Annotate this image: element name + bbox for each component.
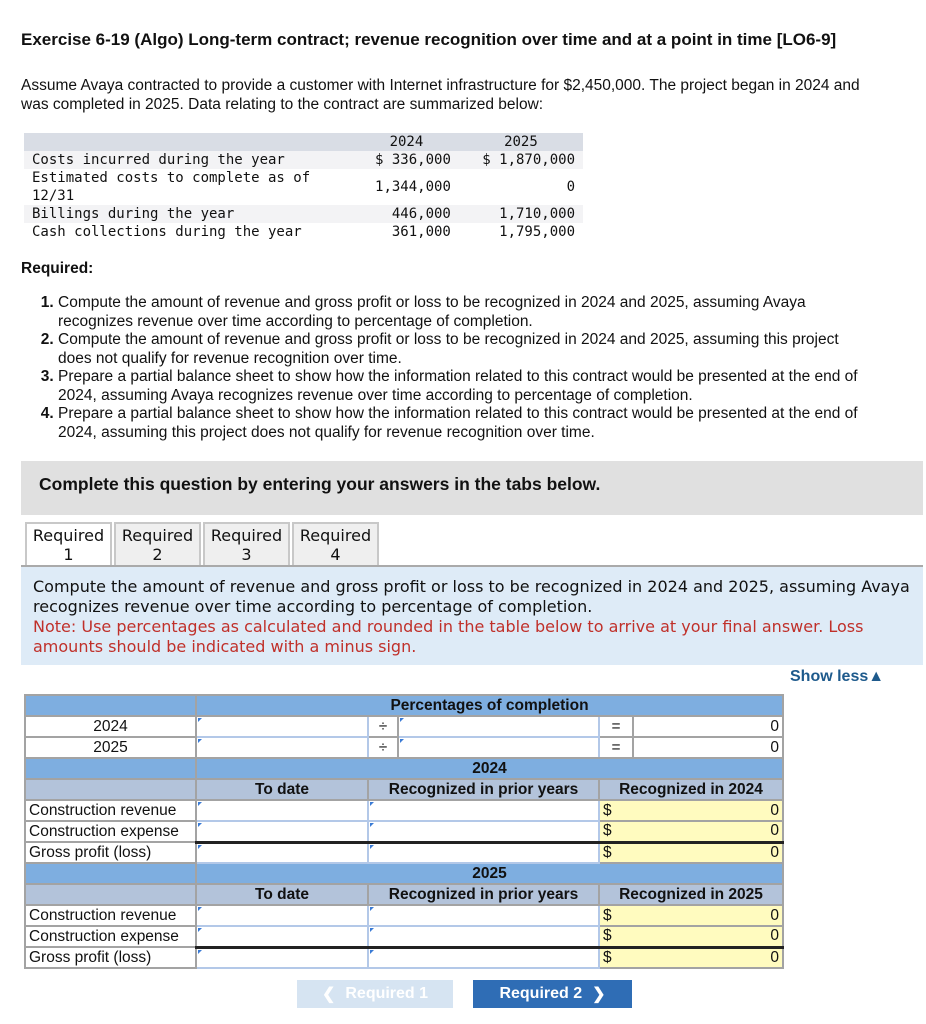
table-row <box>25 821 783 842</box>
computed-value: 0 <box>770 906 779 924</box>
tab-required-3[interactable] <box>203 522 290 566</box>
costs-to-date-input[interactable] <box>196 737 368 758</box>
col-prior: Recognized in prior years <box>368 884 599 905</box>
to-date-input[interactable] <box>196 800 368 821</box>
exercise-title: Exercise 6-19 (Algo) Long-term contract; revenue recognition over time and at a point in time [LO6-9] <box>21 30 837 49</box>
cell: $ 336,000 <box>354 151 459 169</box>
tab-label: Required <box>121 526 194 545</box>
dollar-sign: $ <box>603 822 612 840</box>
tab-required-1[interactable] <box>25 522 112 566</box>
to-date-input[interactable] <box>196 905 368 926</box>
row-label: Estimated costs to complete as of 12/31 <box>24 169 354 205</box>
tab-bar <box>25 522 379 566</box>
prior-years-input[interactable] <box>368 926 599 947</box>
equals-sign: = <box>599 716 633 737</box>
dollar-sign: $ <box>603 927 612 945</box>
dollar-sign: $ <box>603 843 612 861</box>
equals-sign: = <box>599 737 633 758</box>
instruction-text: Compute the amount of revenue and gross profit or loss to be recognized in 2024 and 2025, assuming Avaya recognizes revenue over time according to percentage of completion. <box>33 577 910 616</box>
pct-result: 0 <box>770 738 779 756</box>
cell: $ 1,870,000 <box>459 151 583 169</box>
tab-number: 3 <box>241 545 252 564</box>
prior-years-input[interactable] <box>368 842 599 863</box>
dollar-sign: $ <box>603 948 612 966</box>
computed-value: 0 <box>770 822 779 840</box>
prev-label: Required 1 <box>345 985 429 1002</box>
requirement-item: 1. Compute the amount of revenue and gross profit or loss to be recognized in 2024 and 2025, assuming Avaya recognizes revenue over time according to percentage of completion. <box>58 294 858 331</box>
intro-text: Assume Avaya contracted to provide a customer with Internet infrastructure for $2,450,000. The project began in 2024 and was completed in 2025. Data relating to the contract are summarized below: <box>21 77 860 113</box>
cell: 446,000 <box>354 205 459 223</box>
tab-number: 2 <box>152 545 163 564</box>
to-date-input[interactable] <box>196 842 368 863</box>
col-2025: 2025 <box>459 133 583 151</box>
row-label: Construction revenue <box>25 800 196 821</box>
col-to-date: To date <box>196 779 368 800</box>
table-row <box>24 223 583 241</box>
col-current: Recognized in 2024 <box>599 779 783 800</box>
col-current: Recognized in 2025 <box>599 884 783 905</box>
to-date-input[interactable] <box>196 926 368 947</box>
row-label: Gross profit (loss) <box>25 842 196 863</box>
tab-number: 1 <box>63 545 74 564</box>
show-less-link[interactable]: Show less▲ <box>790 668 885 685</box>
computed-value: 0 <box>770 948 779 966</box>
table-row <box>25 947 783 968</box>
divide-sign: ÷ <box>368 716 398 737</box>
table-row <box>25 905 783 926</box>
answer-table-2024 <box>24 757 784 969</box>
tab-required-4[interactable] <box>292 522 379 566</box>
table-row <box>25 800 783 821</box>
table-row <box>24 205 583 223</box>
answer-table <box>24 694 784 759</box>
cell: 1,710,000 <box>459 205 583 223</box>
computed-value: 0 <box>770 801 779 819</box>
table-row <box>24 169 583 205</box>
col-2024: 2024 <box>354 133 459 151</box>
row-label: Costs incurred during the year <box>24 151 354 169</box>
prior-years-input[interactable] <box>368 905 599 926</box>
to-date-input[interactable] <box>196 947 368 968</box>
table-row <box>25 926 783 947</box>
prior-years-input[interactable] <box>368 947 599 968</box>
tab-instructions <box>21 567 923 665</box>
tab-required-2[interactable] <box>114 522 201 566</box>
cell: 1,344,000 <box>354 169 459 205</box>
costs-to-date-input[interactable] <box>196 716 368 737</box>
row-label: 2024 <box>25 716 196 737</box>
chevron-left-icon: ❮ <box>321 986 336 1003</box>
row-label: Construction expense <box>25 926 196 947</box>
required-heading: Required: <box>21 260 94 277</box>
row-label: Billings during the year <box>24 205 354 223</box>
section-year: 2024 <box>196 758 783 779</box>
computed-value: 0 <box>770 927 779 945</box>
table-row <box>25 842 783 863</box>
requirement-item: 2. Compute the amount of revenue and gross profit or loss to be recognized in 2024 and 2025, assuming this project does not qualify for revenue recognition over time. <box>58 331 858 368</box>
cell: 1,795,000 <box>459 223 583 241</box>
chevron-right-icon: ❯ <box>592 986 606 1003</box>
row-label: Gross profit (loss) <box>25 947 196 968</box>
pct-header: Percentages of completion <box>196 695 783 716</box>
tab-label: Required <box>32 526 105 545</box>
contract-data-table <box>24 133 583 241</box>
table-row <box>24 151 583 169</box>
prev-required-button[interactable] <box>297 980 453 1008</box>
prior-years-input[interactable] <box>368 800 599 821</box>
total-estimated-costs-input[interactable] <box>398 716 599 737</box>
requirement-item: 4. Prepare a partial balance sheet to show how the information related to this contract would be presented at the end of 2024, assuming this project does not qualify for revenue recognition over time. <box>58 405 858 442</box>
row-label: Construction revenue <box>25 905 196 926</box>
tab-label: Required <box>299 526 372 545</box>
cell: 0 <box>459 169 583 205</box>
to-date-input[interactable] <box>196 821 368 842</box>
row-label: 2025 <box>25 737 196 758</box>
next-required-button[interactable] <box>473 980 632 1008</box>
divide-sign: ÷ <box>368 737 398 758</box>
prior-years-input[interactable] <box>368 821 599 842</box>
requirements-list <box>58 294 858 442</box>
section-year: 2025 <box>196 863 783 884</box>
col-to-date: To date <box>196 884 368 905</box>
dollar-sign: $ <box>603 801 612 819</box>
pct-result: 0 <box>770 717 779 735</box>
row-label: Cash collections during the year <box>24 223 354 241</box>
requirement-item: 3. Prepare a partial balance sheet to show how the information related to this contract would be presented at the end of 2024, assuming Avaya recognizes revenue over time according to percentage of completion. <box>58 368 858 405</box>
col-prior: Recognized in prior years <box>368 779 599 800</box>
cell: 361,000 <box>354 223 459 241</box>
pct-row-2024 <box>25 716 783 737</box>
instruction-note: Note: Use percentages as calculated and rounded in the table below to arrive at your final answer. Loss amounts should be indicated with a minus sign. <box>33 617 864 656</box>
dollar-sign: $ <box>603 906 612 924</box>
row-label: Construction expense <box>25 821 196 842</box>
tab-number: 4 <box>330 545 341 564</box>
tab-label: Required <box>210 526 283 545</box>
computed-value: 0 <box>770 843 779 861</box>
instructions-banner: Complete this question by entering your answers in the tabs below. <box>21 461 923 515</box>
next-label: Required 2 <box>499 985 583 1002</box>
total-estimated-costs-input[interactable] <box>398 737 599 758</box>
pct-row-2025 <box>25 737 783 758</box>
